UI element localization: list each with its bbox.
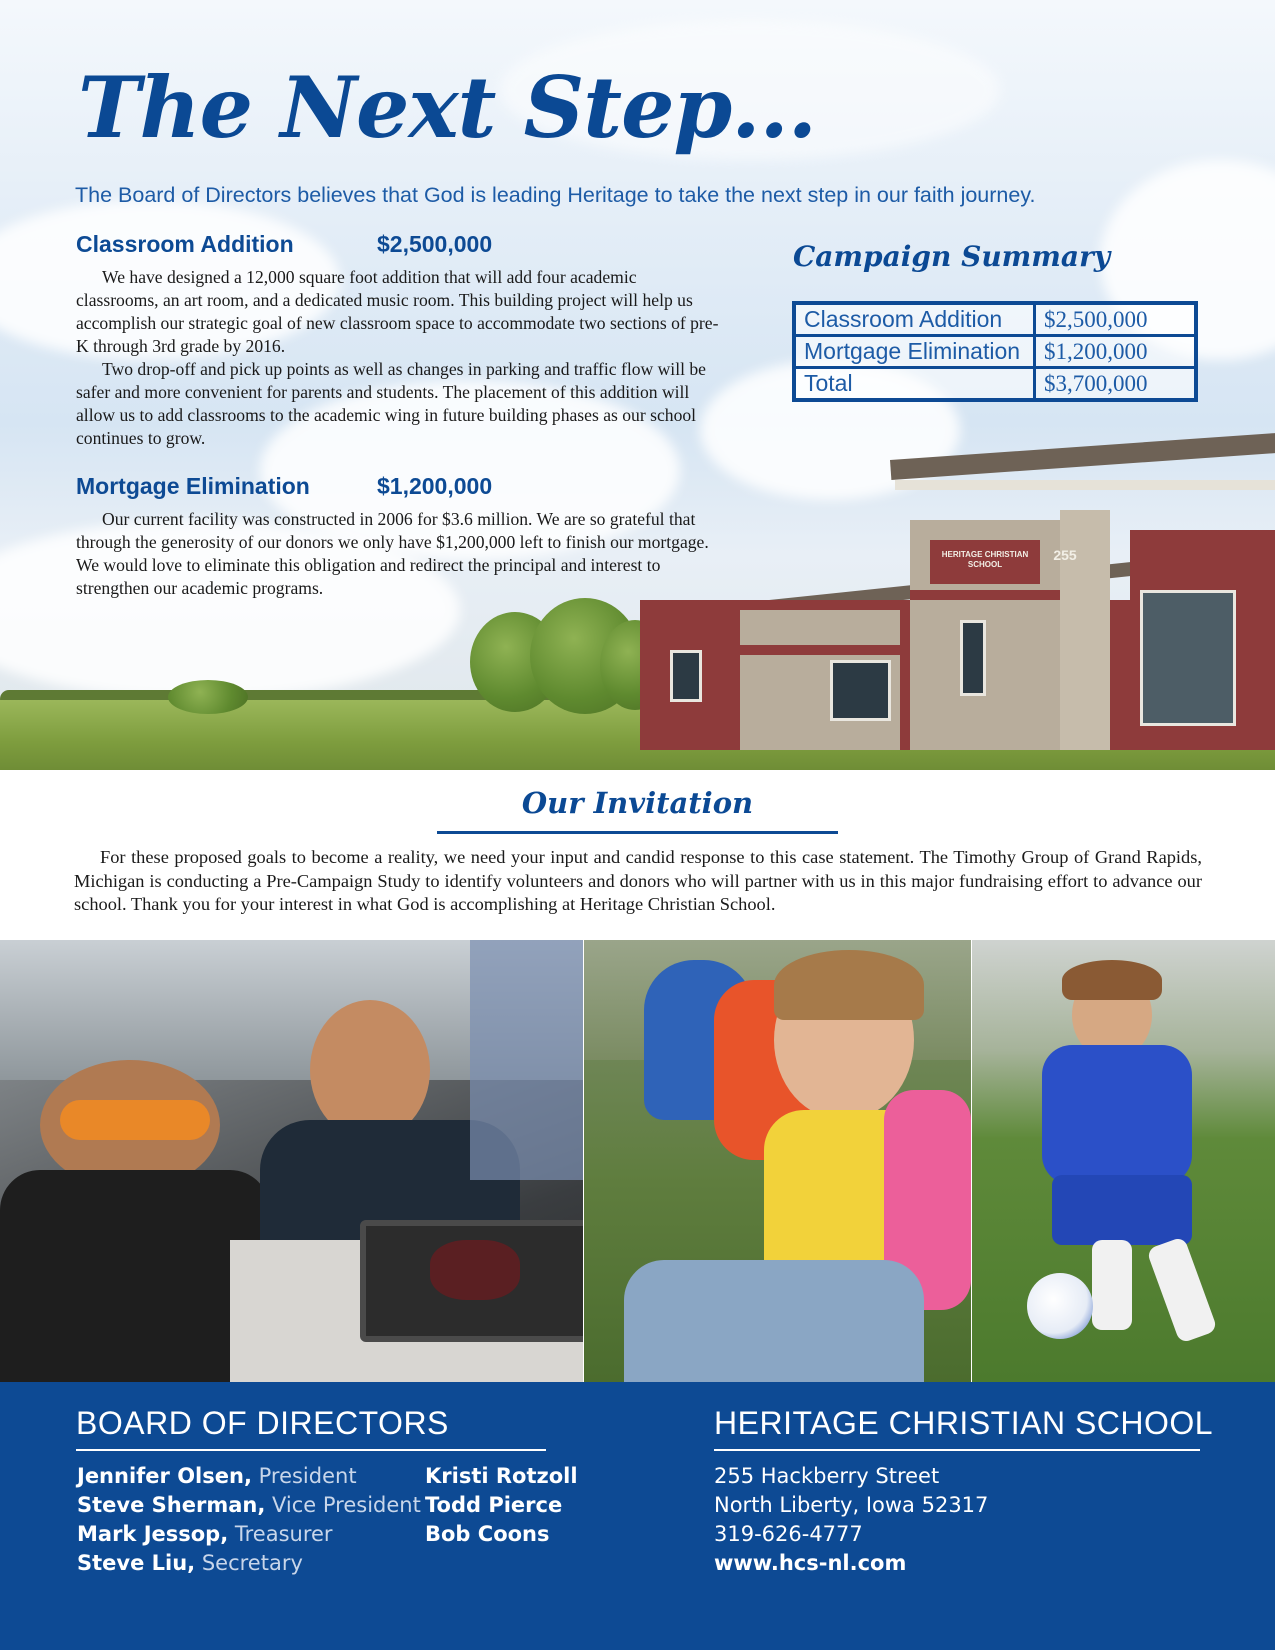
- building-number: 255: [1053, 547, 1077, 563]
- officer-name: Steve Liu,: [77, 1551, 196, 1575]
- mortgage-elimination-amount: $1,200,000: [377, 473, 493, 499]
- address-line-2: North Liberty, Iowa 52317: [714, 1493, 989, 1517]
- officer-role: President: [258, 1464, 357, 1488]
- classroom-addition-paragraph: We have designed a 12,000 square foot addition that will add four academic classrooms, an art room, and a dedicated music room. This building project will help us accomplish our strategic goal of new classroom space to accommodate two sections of pre-K through 3rd grade by 2016.: [76, 267, 719, 356]
- mortgage-elimination-paragraph: Our current facility was constructed in 2006 for $3.6 million. We are so grateful that through the generosity of our donors we only have $1,200,000 left to finish our mortgage. We would love to eliminate this obligation and redirect the principal and interest to strengthen our academic programs.: [76, 509, 709, 598]
- school-heading: HERITAGE CHRISTIAN SCHOOL: [714, 1405, 1214, 1441]
- board-officer: [77, 1491, 421, 1520]
- board-officer: [77, 1520, 333, 1549]
- website-link[interactable]: www.hcs-nl.com: [714, 1551, 907, 1575]
- summary-value: $1,200,000: [1035, 336, 1197, 368]
- summary-label: Mortgage Elimination: [794, 336, 1035, 368]
- classroom-addition-paragraph: Two drop-off and pick up points as well as changes in parking and traffic flow will be safer and more convenient for parents and students. The placement of this addition will allow us to add classrooms to the academic wing in future building phases as our school continues to grow.: [76, 359, 706, 448]
- board-divider: [76, 1449, 546, 1451]
- officer-role: Secretary: [201, 1551, 303, 1575]
- invitation-text: For these proposed goals to become a reality, we need your input and candid response to this case statement. The Timothy Group of Grand Rapids, Michigan is conducting a Pre-Campaign Study to identify volunteers and donors who will partner with us in this major fundraising effort to advance our school. Thank you for your interest in what God is accomplishing at Heritage Christian School.: [74, 847, 1202, 914]
- board-heading: BOARD OF DIRECTORS: [76, 1405, 449, 1441]
- summary-value: $2,500,000: [1035, 303, 1197, 336]
- photo-students-lab: [0, 940, 583, 1382]
- mortgage-elimination-heading: Mortgage Elimination: [76, 473, 310, 499]
- summary-label: Classroom Addition: [794, 303, 1035, 336]
- board-officer: [77, 1549, 303, 1578]
- table-row: [794, 303, 1196, 336]
- board-member: Todd Pierce: [425, 1493, 563, 1517]
- board-officer: [77, 1462, 357, 1491]
- board-member: Kristi Rotzoll: [425, 1464, 578, 1488]
- classroom-addition-amount: $2,500,000: [377, 231, 493, 257]
- building-sign: HERITAGE CHRISTIAN SCHOOL: [930, 540, 1040, 584]
- table-row: [794, 336, 1196, 368]
- campaign-summary-title: Campaign Summary: [793, 240, 1111, 273]
- school-building: [640, 460, 1275, 760]
- officer-role: Treasurer: [234, 1522, 333, 1546]
- classroom-addition-body: [76, 266, 722, 450]
- officer-name: Mark Jessop,: [77, 1522, 229, 1546]
- photo-soccer-player: [972, 940, 1275, 1382]
- phone-number: 319-626-4777: [714, 1522, 863, 1546]
- board-member: Bob Coons: [425, 1522, 550, 1546]
- summary-label: Total: [794, 368, 1035, 401]
- classroom-addition-heading: Classroom Addition: [76, 231, 294, 257]
- footer: [0, 1382, 1275, 1650]
- school-divider: [714, 1449, 1200, 1451]
- photo-girl-smiling: [584, 940, 971, 1382]
- table-row: [794, 368, 1196, 401]
- address-line-1: 255 Hackberry Street: [714, 1464, 940, 1488]
- invitation-title: Our Invitation: [521, 786, 754, 820]
- officer-role: Vice President: [272, 1493, 421, 1517]
- summary-value: $3,700,000: [1035, 368, 1197, 401]
- mortgage-elimination-body: [76, 508, 722, 600]
- campaign-summary-table: [792, 301, 1198, 402]
- invitation-divider: [437, 831, 838, 834]
- officer-name: Steve Sherman,: [77, 1493, 266, 1517]
- page-subtitle: The Board of Directors believes that God is leading Heritage to take the next step in our faith journey.: [75, 183, 1036, 207]
- page-title: The Next Step...: [78, 58, 816, 157]
- officer-name: Jennifer Olsen,: [77, 1464, 252, 1488]
- tree: [168, 680, 248, 714]
